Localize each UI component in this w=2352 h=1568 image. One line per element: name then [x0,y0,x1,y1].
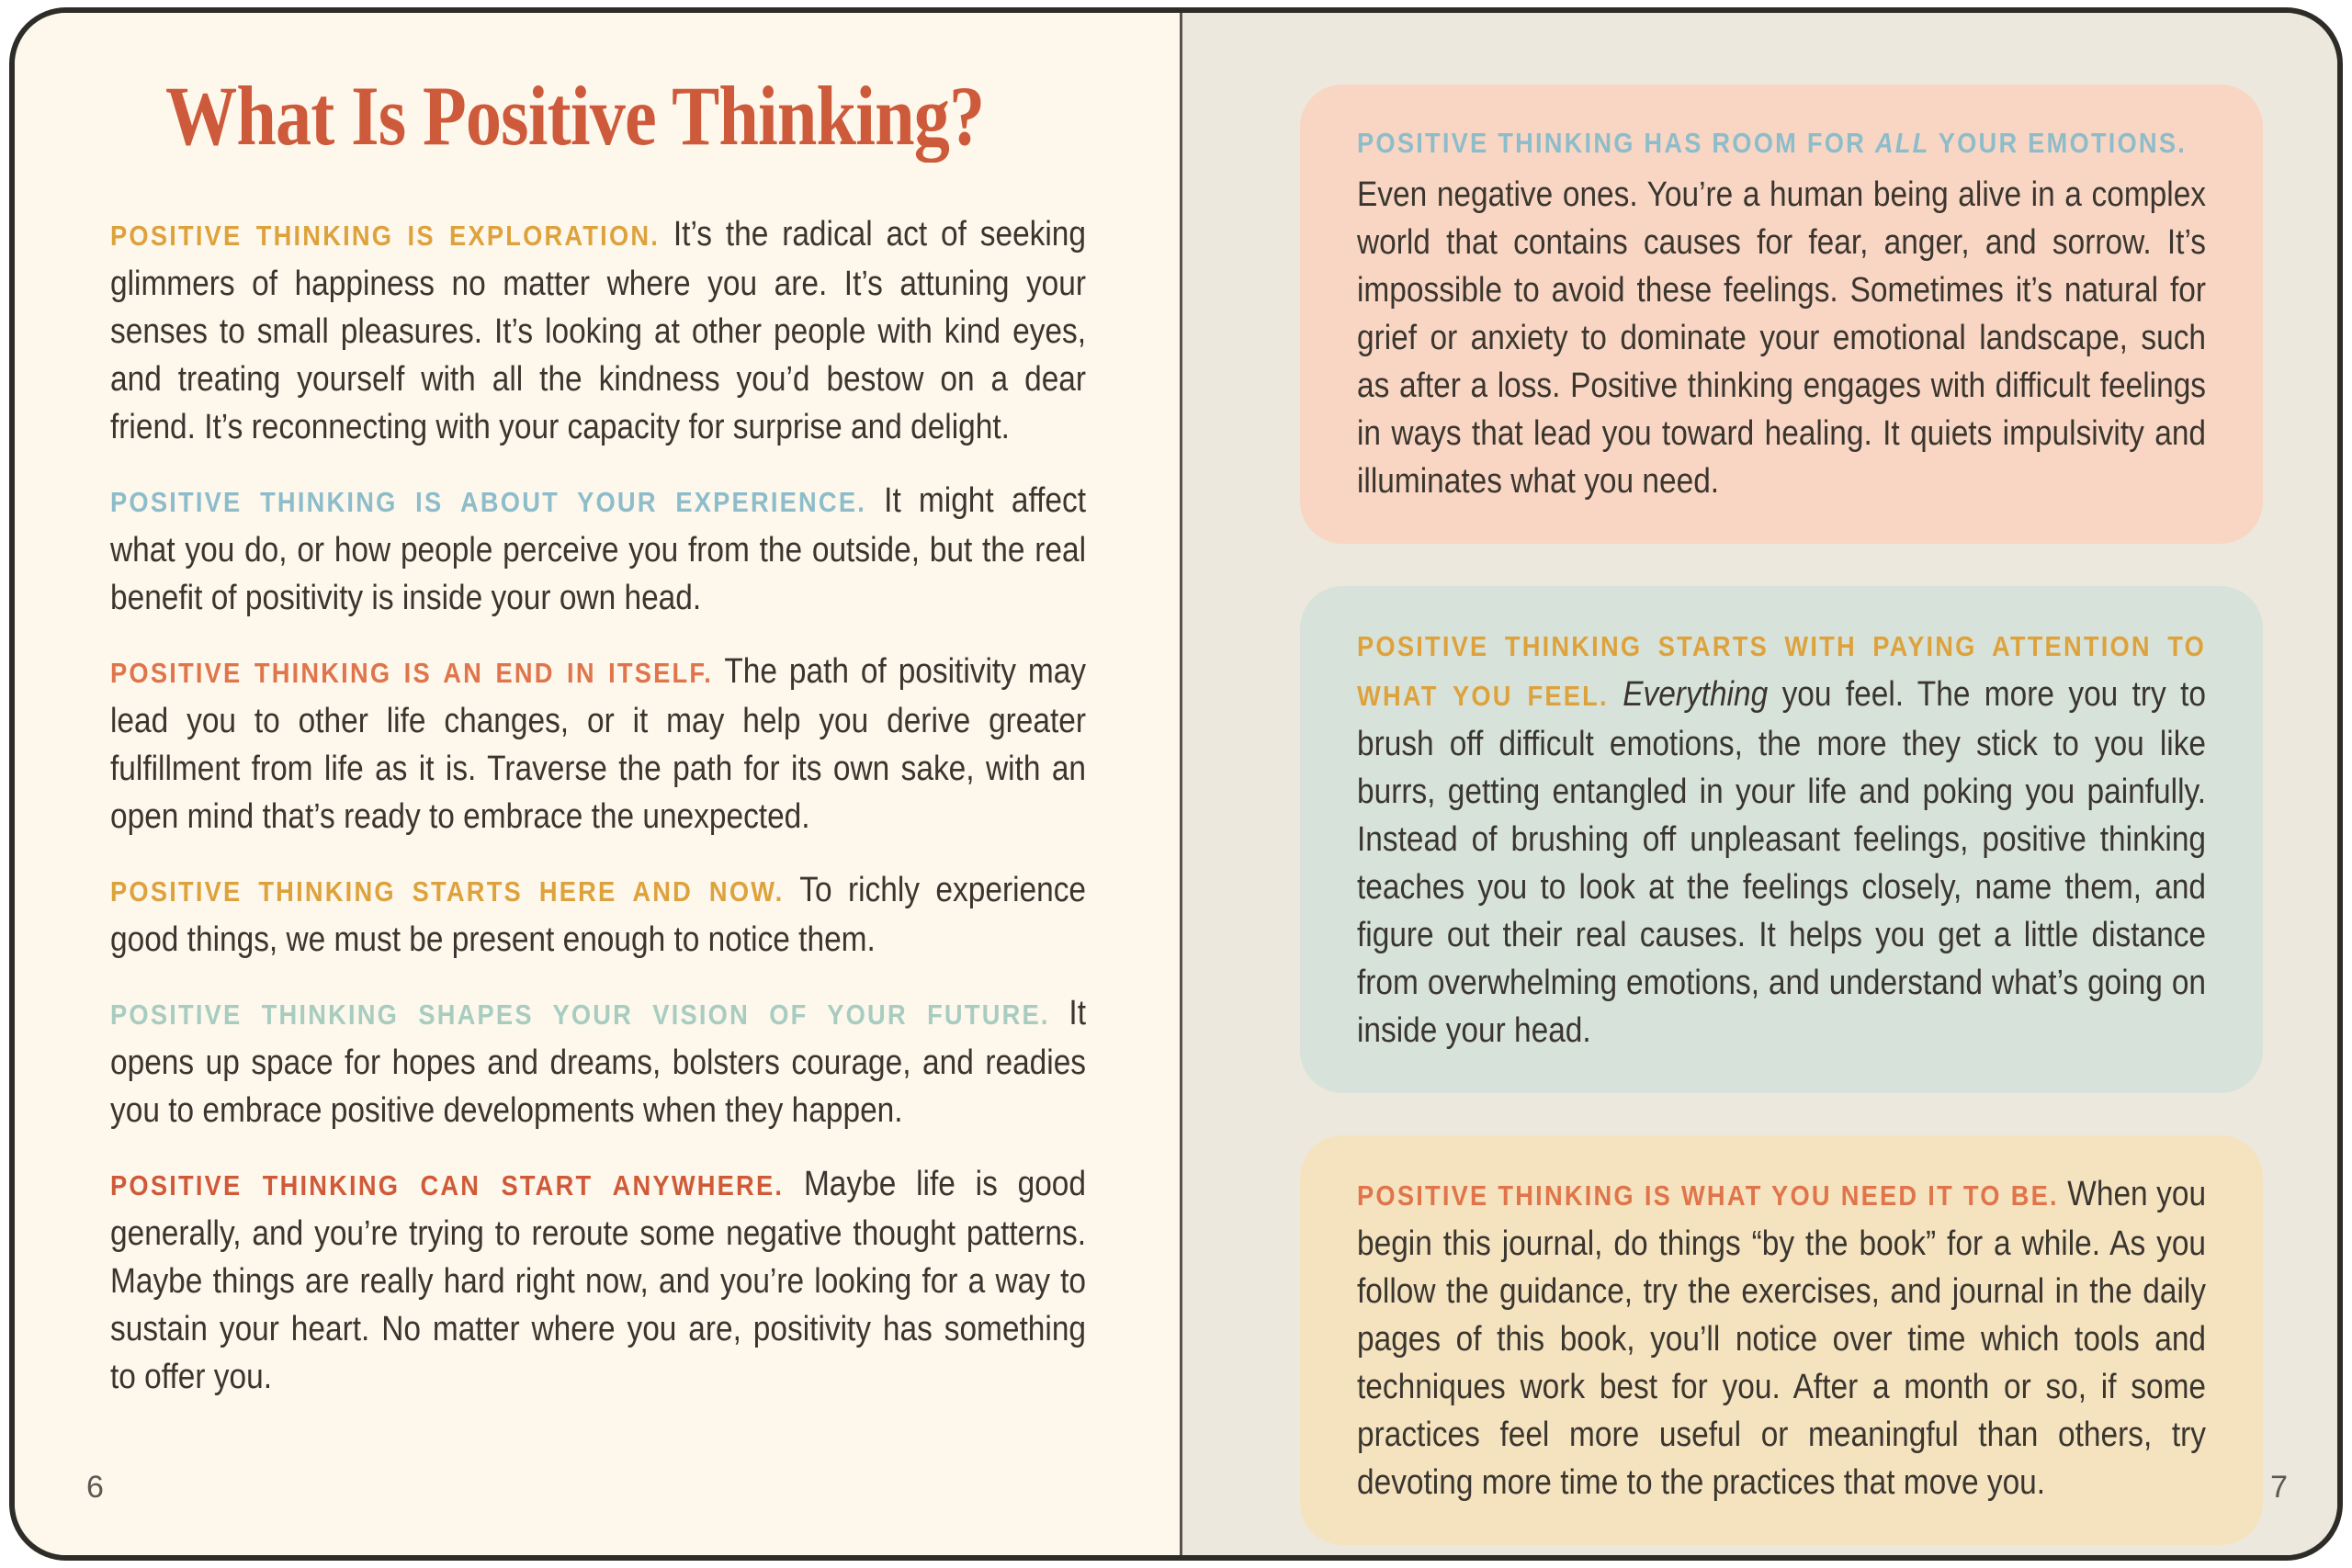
paragraph-body: The path of positivity may lead you to other life changes, or it may help you derive greater fulfillment from life as it is. Traverse the path for its own sake, with an open mind that’s ready to embrace the unexpected. [110,651,1087,836]
paragraph-lead: POSITIVE THINKING IS ABOUT YOUR EXPERIENCE. [110,485,867,518]
paragraph-body: Maybe life is good generally, and you’re trying to reroute some negative thought patterns. Maybe things are really hard right now, and you’re looking for a way to sustain your heart. No matter where you are, positivity has something to offer you. [110,1164,1087,1396]
callout-body: you feel. The more you try to brush off difficult emotions, the more they stick to you like burrs, getting entangled in your life and poking you painfully. Instead of brushing off unpleasant feelings, positive thinking teaches you to look at the feelings closely, name them, and figure out their real causes. It helps you get a little distance from overwhelming emotions, and understand what’s going on inside your head. [1357,675,2207,1050]
left-page [15,13,1180,1555]
paragraph-body: It might affect what you do, or how people perceive you from the outside, but the real benefit of positivity is inside your own head. [110,480,1087,617]
right-page-content [1300,85,2263,1561]
callout-body: When you begin this journal, do things “by the book” for a while. As you follow the guidance, try the exercises, and journal in the daily pages of this book, you’ll notice over time which tools and techniques work best for you. After a month or so, if some practices feel more useful or meaningful than others, try devoting more time to the practices that move you. [1357,1175,2207,1502]
book-spread [9,7,2343,1561]
paragraph-end-in-itself [110,648,1086,840]
left-page-content [110,69,1087,1427]
paragraph-here-and-now [110,866,1086,964]
callout-box-text [1357,1170,2206,1506]
callout-lead-italic: ALL [1874,127,1930,159]
paragraph-lead: POSITIVE THINKING SHAPES YOUR VISION OF YOUR FUTURE. [110,998,1050,1031]
page-number-left: 6 [86,1470,104,1505]
paragraph-body: To richly experience good things, we must be present enough to notice them. [110,870,1087,959]
paragraph-body: It opens up space for hopes and dreams, bolsters courage, and readies you to embrace positive developments when they happen. [110,993,1087,1130]
paragraph-lead: POSITIVE THINKING IS EXPLORATION. [110,219,661,252]
paragraph-lead: POSITIVE THINKING STARTS HERE AND NOW. [110,874,785,908]
callout-lead: POSITIVE THINKING IS WHAT YOU NEED IT TO BE. [1357,1179,2059,1212]
callout-box-emotions [1300,85,2263,544]
page-number-right: 7 [2270,1470,2288,1505]
paragraph-experience [110,477,1086,622]
paragraph-lead: POSITIVE THINKING CAN START ANYWHERE. [110,1168,785,1201]
callout-box-text [1357,119,2206,505]
callout-box-text [1357,621,2206,1055]
paragraph-body: It’s the radical act of seeking glimmers of happiness no matter where you are. It’s attuning your senses to small pleasures. It’s looking at other people with kind eyes, and treating yourself with all the kindness you’d bestow on a dear friend. It’s reconnecting with your capacity for surprise and delight. [110,214,1087,446]
callout-box-paying-attention [1300,586,2263,1093]
callout-lead [1357,119,2206,167]
callout-lead-text: POSITIVE THINKING HAS ROOM FOR [1357,127,1875,159]
right-page [1180,13,2337,1555]
callout-box-what-you-need [1300,1135,2263,1545]
callout-lead: POSITIVE THINKING STARTS WITH PAYING ATTENTION TO WHAT YOU FEEL. [1357,630,2207,712]
page-title: What Is Positive Thinking? [165,69,985,163]
callout-body: Even negative ones. You’re a human being alive in a complex world that contains causes for fear, anger, and sorrow. It’s impossible to avoid these feelings. Sometimes it’s natural for grief or anxiety to dominate your emotional landscape, such as after a loss. Positive thinking engages with difficult feelings in ways that lead you toward healing. It quiets impulsivity and illuminates what you need. [1357,175,2207,501]
paragraph-exploration [110,210,1086,451]
callout-lead-text: YOUR EMOTIONS. [1929,127,2188,159]
paragraph-start-anywhere [110,1160,1086,1401]
left-page-text-column [110,210,1086,1401]
paragraph-lead: POSITIVE THINKING IS AN END IN ITSELF. [110,656,714,689]
callout-body-italic: Everything [1623,675,1769,714]
paragraph-vision-of-future [110,989,1086,1134]
